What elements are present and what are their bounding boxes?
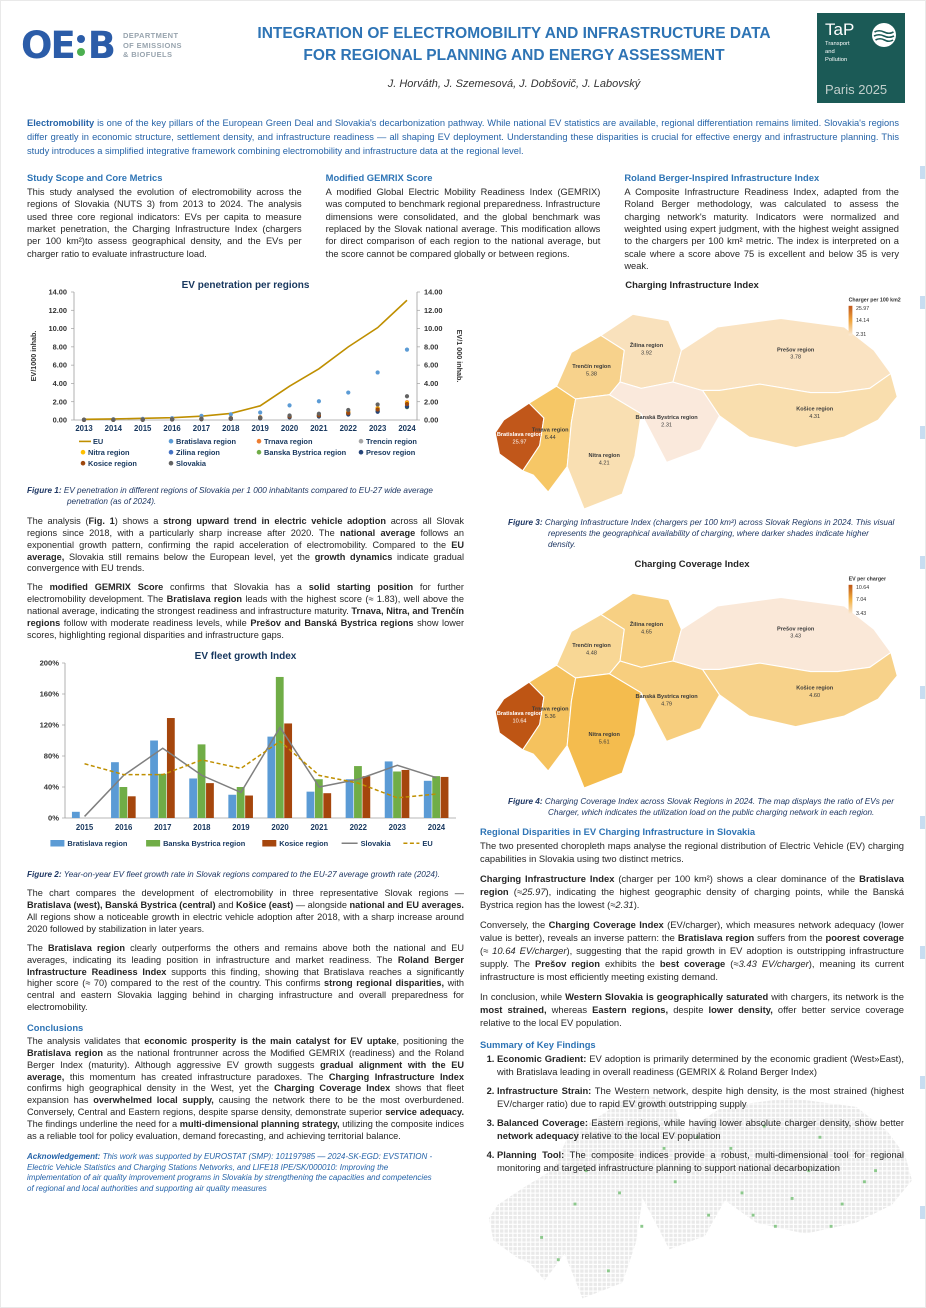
svg-text:Trnava region: Trnava region xyxy=(264,437,313,447)
svg-text:Trencin region: Trencin region xyxy=(366,437,417,447)
edge-tick xyxy=(920,816,925,829)
svg-text:3.78: 3.78 xyxy=(790,355,802,362)
svg-text:Prešov region: Prešov region xyxy=(777,626,815,633)
svg-text:EV/1 000 inhab.: EV/1 000 inhab. xyxy=(455,329,464,383)
summary-list xyxy=(480,1053,904,1174)
svg-text:Slovakia: Slovakia xyxy=(176,459,206,469)
poster-title-line2: FOR REGIONAL PLANNING AND ENERGY ASSESSMENT xyxy=(303,46,725,64)
regional-paragraph-3: Conversely, the Charging Coverage Index (EV/charger), which measures network adequacy (lower value is better), reveals an inverse pattern: the Bratislava region suffers from the poorest coverage (≈ 10.64 EV/charger), suggesting that the rapid growth in EV adoption is outstripping infrastructure supply. The Prešov region exhibits the best coverage (≈3.43 EV/charger), meaning its current infrastructure is most efficiently meeting existing demand. xyxy=(480,919,905,983)
svg-text:2020: 2020 xyxy=(271,822,289,832)
oeb-logo xyxy=(21,24,211,67)
edge-tick xyxy=(920,946,925,959)
svg-text:3.92: 3.92 xyxy=(641,350,652,357)
edge-tick xyxy=(920,686,925,699)
svg-text:Trenčín region: Trenčín region xyxy=(572,643,611,650)
poster-title xyxy=(211,23,817,66)
svg-text:4.00: 4.00 xyxy=(424,379,439,389)
svg-text:2021: 2021 xyxy=(310,424,328,434)
svg-text:4.65: 4.65 xyxy=(641,629,652,636)
svg-text:Trnava region: Trnava region xyxy=(531,428,569,435)
acknowledgement: Acknowledgement: This work was supported by EUROSTAT (SMP): 101197985 — 2024-SK-EGD: EVSTATION - Electric Vehicle Statistics and Charging Stations Networks, and LIFE18 IPE/SK/000010: Improving the implementation of air quality improvement programs in Slovakia by strengthening the capacities and competencies of regional and local authorities and supporting air quality measures xyxy=(27,1151,433,1194)
summary-item: 3. Balanced Coverage: Eastern regions, while having lower absolute charger density, show better network adequacy relative to the local EV population xyxy=(497,1117,904,1142)
svg-text:Kosice region: Kosice region xyxy=(279,838,329,848)
svg-text:2022: 2022 xyxy=(349,822,367,832)
svg-text:4.60: 4.60 xyxy=(809,692,821,699)
regional-paragraph-2: Charging Infrastructure Index (charger per 100 km²) shows a clear dominance of the Bratislava region (≈25.97), indicating the highest geographic density of charging points, while the Banská Bystrica region has the lowest (≈2.31). xyxy=(480,873,904,911)
svg-text:10.00: 10.00 xyxy=(48,324,67,334)
regional-disparities-heading: Regional Disparities in EV Charging Infrastructure in Slovakia xyxy=(480,826,756,838)
ev-fleet-growth-chart xyxy=(27,649,464,862)
oeb-logo-text-left: OE xyxy=(21,24,74,67)
map-2-title: Charging Coverage Index xyxy=(634,558,750,570)
svg-text:10.64: 10.64 xyxy=(512,718,527,725)
figure-1-caption: Figure 1: EV penetration in different regions of Slovakia per 1 000 inhabitants compared to EU-27 wide average penetration (as of 2024). xyxy=(27,486,433,507)
section-body: This study analysed the evolution of electromobility across the regions of Slovakia (NUTS 3) from 2013 to 2024. The analysis used three core regional indicators: EVs per capita to measure market penetration, the Charging Infrastructure Index (chargers per 100 km²)to assess geographical density, and the EVs per charger ratio to evaluate infrastructure load. xyxy=(27,186,302,259)
svg-text:Kosice region: Kosice region xyxy=(88,459,137,469)
intro-paragraph: Electromobility is one of the key pillars of the European Green Deal and Slovakia's decarbonization pathway. While national EV statistics are available, regional differentiation remains limited. Slovakia's regions differ greatly in economic structure, settlement density, and infrastructure readiness — all shaping EV deployment. Understanding these disparities is crucial for effective energy and infrastructure planning. This study introduces a simplified integrative framework combining electromobility and infrastructure data at the regional level. xyxy=(27,118,899,156)
svg-text:6.00: 6.00 xyxy=(52,361,67,371)
svg-text:4.48: 4.48 xyxy=(586,650,597,657)
svg-text:2.00: 2.00 xyxy=(52,397,67,407)
section-body: A modified Global Electric Mobility Readiness Index (GEMRIX) was computed to benchmark regional preparedness. Infrastructure dimensions were consolidated, and the global benchmark was replaced by the Slovak national average. This modification allows for direct comparison of each region to the national average, but the score cannot be compared globally or between regions. xyxy=(325,186,601,259)
svg-text:5.36: 5.36 xyxy=(544,713,556,720)
section-heading: Modified GEMRIX Score xyxy=(325,171,433,183)
svg-text:Zilina region: Zilina region xyxy=(176,448,220,458)
svg-text:3.43: 3.43 xyxy=(855,610,867,617)
svg-text:25.97: 25.97 xyxy=(512,439,527,446)
svg-text:Charger per 100 km2: Charger per 100 km2 xyxy=(848,297,901,304)
left-column xyxy=(27,278,464,1203)
ev-penetration-chart xyxy=(27,278,464,478)
svg-text:2018: 2018 xyxy=(222,424,240,434)
svg-text:14.00: 14.00 xyxy=(424,287,443,297)
header-center xyxy=(211,11,817,90)
svg-text:Banská Bystrica region: Banská Bystrica region xyxy=(635,693,698,700)
department-line: & BIOFUELS xyxy=(122,50,173,60)
summary-item: 4. Planning Tool: The composite indices provide a robust, multi-dimensional tool for regional monitoring and targeted infrastructure planning to support national decarbonization xyxy=(497,1149,904,1174)
svg-text:2013: 2013 xyxy=(75,424,93,434)
svg-text:80%: 80% xyxy=(43,751,59,761)
department-line: DEPARTMENT xyxy=(122,30,179,40)
conference-subtitle-line: and xyxy=(825,48,835,55)
svg-text:12.00: 12.00 xyxy=(48,306,67,316)
svg-text:7.04: 7.04 xyxy=(855,597,867,604)
section-body: A Composite Infrastructure Readiness Index, adapted from the Roland Berger methodology, was calculated to assess the charging network's maturity. Indicators were normalized and weighted using expert judgment, with the highest weight assigned to the chargers per 100 km² metric. The index is interpreted on a scale where a score above 75 is excellent and below 35 is very weak. xyxy=(624,186,899,271)
svg-text:EV penetration per regions: EV penetration per regions xyxy=(181,280,310,292)
svg-text:5.61: 5.61 xyxy=(598,739,610,746)
svg-text:14.00: 14.00 xyxy=(48,287,67,297)
svg-text:Košice region: Košice region xyxy=(796,685,834,692)
svg-text:2017: 2017 xyxy=(192,424,211,434)
svg-text:2019: 2019 xyxy=(232,822,250,832)
section-heading: Study Scope and Core Metrics xyxy=(27,171,163,183)
column-study-scope xyxy=(27,172,302,273)
svg-text:EU: EU xyxy=(422,838,433,848)
svg-text:Bratislava region: Bratislava region xyxy=(67,838,128,848)
svg-text:Žilina region: Žilina region xyxy=(629,621,664,628)
svg-text:EU: EU xyxy=(93,437,104,447)
column-gemrix xyxy=(326,172,601,273)
figure-2-caption: Figure 2: Year-on-year EV fleet growth rate in Slovak regions compared to the EU-27 average growth rate (2024). xyxy=(27,869,440,879)
figure-4-caption: Figure 4: Charging Coverage Index across Slovak Regions in 2024. The map displays the ratio of EVs per Charger, which indicates the utilization load on the public charging network in each region. xyxy=(508,796,894,817)
figure-4 xyxy=(480,559,904,794)
oeb-logo-mark xyxy=(21,24,114,67)
oeb-logo-text-right: B xyxy=(87,24,114,67)
svg-text:2023: 2023 xyxy=(368,424,387,434)
svg-text:Košice region: Košice region xyxy=(796,406,834,413)
analysis-paragraph-3: The chart compares the development of electromobility in three representative Slovak regions — Bratislava (west), Banská Bystrica (central) and Košice (east) — alongside national and EU averages. All regions show a noticeable growth in electric vehicle adoption after 2018, with a sharp increase around 2020 followed by stabilization in later years. xyxy=(27,888,464,934)
summary-item: 2. Infrastructure Strain: The Western network, despite high density, is the most strained (highest EV/charger ratio) due to rapid EV growth outstripping supply xyxy=(497,1085,904,1110)
svg-text:2020: 2020 xyxy=(280,424,299,434)
svg-text:Nitra region: Nitra region xyxy=(588,731,620,738)
conclusions-paragraph: The analysis validates that economic prosperity is the main catalyst for EV uptake, positioning the Bratislava region as the national frontrunner across the Modified GEMRIX (readiness) and the Roland Berger Index (maturity). Although aggressive EV growth suggests gradual alignment with the EU average, this momentum has created infrastructure paradoxes. The Charging Infrastructure Index confirms high geographical density in the West, yet the Charging Coverage Index shows that fleet expansion has overwhelmed local supply, causing the network there to be the most overburdened. Conversely, Central and Eastern regions, despite sparse density, demonstrate superior service adequacy. The findings underline the need for a multi-dimensional planning strategy, utilizing the composite indices as a reliable tool for policy evaluation, demand forecasting, and achieving territorial balance. xyxy=(27,1036,465,1141)
figure-1 xyxy=(27,278,464,483)
svg-text:2015: 2015 xyxy=(134,424,152,434)
svg-text:8.00: 8.00 xyxy=(52,342,67,352)
oeb-colon-icon xyxy=(77,35,85,56)
regional-paragraph-4: In conclusion, while Western Slovakia is geographically saturated with chargers, its network is the most strained, whereas Eastern regions, despite lower density, offer better service coverage relative to the local EV population. xyxy=(480,991,905,1029)
conference-name: TaP xyxy=(825,20,855,39)
svg-text:Banská Bystrica region: Banská Bystrica region xyxy=(635,415,698,422)
summary-heading: Summary of Key Findings xyxy=(480,1039,596,1051)
conference-city: Paris 2025 xyxy=(825,82,888,97)
regional-paragraph-1: The two presented choropleth maps analyse the regional distribution of Electric Vehicle (EV) charging capabilities in Slovakia using two distinct metrics. xyxy=(480,840,904,865)
map-1-title: Charging Infrastructure Index xyxy=(625,280,759,292)
svg-text:Trnava region: Trnava region xyxy=(531,706,569,713)
conference-subtitle-line: Pollution xyxy=(825,56,848,63)
edge-tick xyxy=(920,1206,925,1219)
poster-title-line1: INTEGRATION OF ELECTROMOBILITY AND INFRASTRUCTURE DATA xyxy=(257,25,771,42)
edge-tick xyxy=(920,426,925,439)
wave-icon xyxy=(869,20,899,55)
department-label xyxy=(123,31,182,60)
svg-text:10.00: 10.00 xyxy=(424,324,443,334)
edge-tick xyxy=(920,296,925,309)
column-roland-berger xyxy=(624,172,899,273)
svg-text:2.31: 2.31 xyxy=(661,422,673,429)
svg-text:0.00: 0.00 xyxy=(424,415,439,425)
svg-text:2014: 2014 xyxy=(104,424,123,434)
svg-text:2022: 2022 xyxy=(339,424,357,434)
svg-text:4.21: 4.21 xyxy=(598,460,610,467)
charging-coverage-map xyxy=(480,570,904,789)
svg-text:Banska Bystrica region: Banska Bystrica region xyxy=(264,448,347,458)
svg-text:Žilina region: Žilina region xyxy=(629,343,664,350)
svg-text:200%: 200% xyxy=(39,658,59,668)
svg-text:0%: 0% xyxy=(48,813,59,823)
department-line: OF EMISSIONS xyxy=(122,40,182,50)
svg-text:Bratislava region: Bratislava region xyxy=(176,437,236,447)
poster-header xyxy=(21,11,905,103)
svg-text:2024: 2024 xyxy=(398,424,416,434)
figure-3-caption: Figure 3: Charging Infrastructure Index (chargers per 100 km²) across Slovak Regions in 2024. This visual represents the geographical availability of charging, where darker shades indicate higher density. xyxy=(508,518,895,549)
oeb-dot-blue xyxy=(77,35,85,43)
edge-tick xyxy=(920,556,925,569)
main-content xyxy=(27,278,905,1203)
analysis-paragraph-4: The Bratislava region clearly outperforms the others and remains above both the national and EU averages, indicating its leading position in infrastructure and market readiness. The Roland Berger Infrastructure Readiness Index supports this finding, showing that Bratislava reaches a significantly higher score (≈ 70) compared to the rest of the country. This confirms strong regional disparities, with central and eastern Slovakia lagging behind in charging infrastructure and overall preparedness for electromobility. xyxy=(27,942,465,1013)
right-column xyxy=(480,278,904,1203)
svg-text:EV per charger: EV per charger xyxy=(848,576,887,583)
svg-text:Bratislava region: Bratislava region xyxy=(496,432,543,439)
svg-text:Nitra region: Nitra region xyxy=(588,453,620,460)
oeb-dot-green xyxy=(77,48,85,56)
edge-tick xyxy=(920,1076,925,1089)
method-columns xyxy=(27,172,899,273)
svg-text:25.97: 25.97 xyxy=(855,306,870,313)
figure-2 xyxy=(27,649,464,867)
svg-text:8.00: 8.00 xyxy=(424,342,439,352)
svg-text:EV/1000 inhab.: EV/1000 inhab. xyxy=(29,330,38,382)
edge-tick xyxy=(920,166,925,179)
svg-text:6.00: 6.00 xyxy=(424,361,439,371)
svg-text:120%: 120% xyxy=(39,720,59,730)
svg-text:2018: 2018 xyxy=(193,822,211,832)
svg-text:12.00: 12.00 xyxy=(424,306,443,316)
analysis-paragraph-1: The analysis (Fig. 1) shows a strong upward trend in electric vehicle adoption across all Slovak regions since 2018, with a particularly sharp increase after 2020. The national average follows an exponential growth pattern, confirming the rapid acceleration of electromobility. Compared to the EU average, Slovakia still remains below the European level, yet the growth dynamics indicate gradual convergence with EU trends. xyxy=(27,515,464,574)
authors-line: J. Horváth, J. Szemesová, J. Dobšovič, J. Labovský xyxy=(387,78,641,91)
svg-text:Trenčín region: Trenčín region xyxy=(572,364,611,371)
svg-text:10.64: 10.64 xyxy=(855,584,870,591)
svg-text:0.00: 0.00 xyxy=(52,415,67,425)
svg-text:2016: 2016 xyxy=(114,822,133,832)
svg-text:4.00: 4.00 xyxy=(52,379,67,389)
svg-text:Banska Bystrica region: Banska Bystrica region xyxy=(163,838,246,848)
section-heading: Roland Berger-Inspired Infrastructure Index xyxy=(624,171,820,183)
svg-text:4.31: 4.31 xyxy=(809,414,821,421)
svg-text:3.43: 3.43 xyxy=(790,633,802,640)
svg-text:14.14: 14.14 xyxy=(855,318,870,325)
svg-text:2024: 2024 xyxy=(427,822,446,832)
svg-text:4.79: 4.79 xyxy=(661,701,673,708)
svg-text:Slovakia: Slovakia xyxy=(360,838,391,848)
svg-text:Presov region: Presov region xyxy=(366,448,416,458)
svg-text:Nitra region: Nitra region xyxy=(88,448,130,458)
svg-text:5.38: 5.38 xyxy=(586,371,597,378)
svg-text:2017: 2017 xyxy=(154,822,172,832)
svg-text:2.00: 2.00 xyxy=(424,397,439,407)
conclusions-heading: Conclusions xyxy=(27,1022,84,1033)
figure-3 xyxy=(480,280,904,515)
summary-item: 1. Economic Gradient: EV adoption is primarily determined by the economic gradient (West»East), with Bratislava leading in overall readiness (GEMRIX & Roland Berger Index) xyxy=(497,1053,904,1078)
svg-text:160%: 160% xyxy=(39,689,59,699)
svg-text:Prešov region: Prešov region xyxy=(777,347,815,354)
svg-text:2016: 2016 xyxy=(163,424,181,434)
svg-text:2021: 2021 xyxy=(310,822,328,832)
conference-subtitle-line: Transport xyxy=(825,41,850,47)
svg-text:EV fleet growth Index: EV fleet growth Index xyxy=(194,650,297,662)
svg-text:Bratislava region: Bratislava region xyxy=(496,710,543,717)
svg-text:2.31: 2.31 xyxy=(855,332,867,339)
conference-logo xyxy=(817,13,905,103)
svg-text:2015: 2015 xyxy=(75,822,94,832)
charging-infrastructure-map xyxy=(480,291,904,510)
svg-text:2023: 2023 xyxy=(388,822,407,832)
svg-text:2019: 2019 xyxy=(251,424,269,434)
svg-text:6.44: 6.44 xyxy=(544,435,556,442)
analysis-paragraph-2: The modified GEMRIX Score confirms that Slovakia has a solid starting position for further electromobility development. The Bratislava region leads with the highest score (≈ 1.83), well above the national average, indicating the strongest readiness and infrastructure maturity. Trnava, Nitra, and Trenčín regions follow with moderate readiness levels, while Prešov and Banská Bystrica regions show lower scores, highlighting regional disparities and infrastructure gaps. xyxy=(27,582,464,640)
svg-text:40%: 40% xyxy=(43,782,59,792)
